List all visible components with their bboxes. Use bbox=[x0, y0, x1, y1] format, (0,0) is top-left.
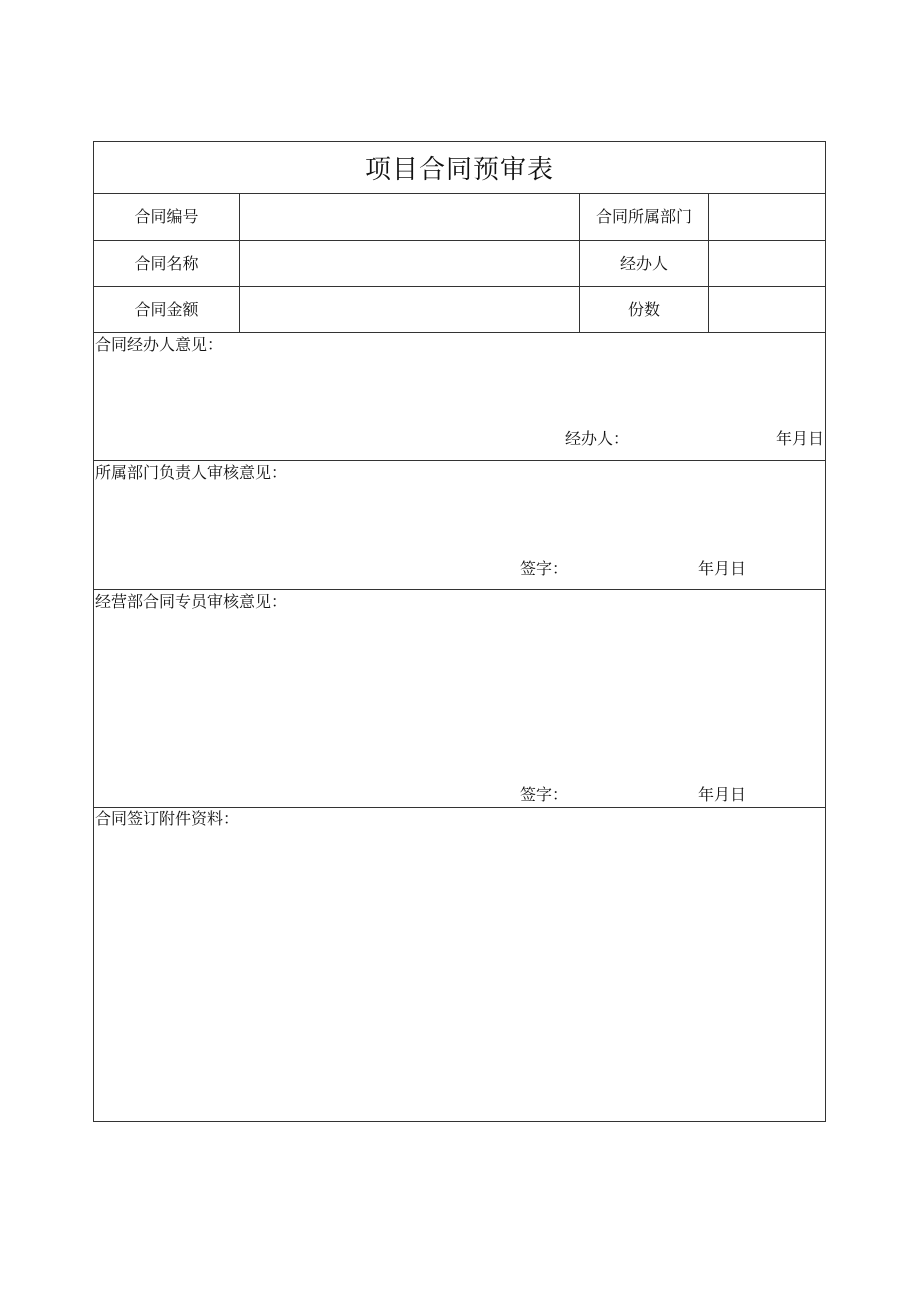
divider bbox=[94, 807, 825, 808]
copies-label: 份数 bbox=[627, 300, 660, 319]
handler-label: 经办人 bbox=[619, 254, 668, 273]
handler-date-label: 年月日 bbox=[776, 429, 825, 448]
handler-opinion-heading: 合同经办人意见： bbox=[95, 335, 224, 354]
contract-specialist-date-label: 年月日 bbox=[698, 785, 747, 804]
contract-name-label: 合同名称 bbox=[134, 254, 199, 273]
divider bbox=[94, 589, 825, 590]
divider bbox=[94, 460, 825, 461]
department-head-opinion-field[interactable] bbox=[95, 486, 825, 556]
attachments-heading: 合同签订附件资料： bbox=[95, 809, 240, 828]
handler-sign-label: 经办人： bbox=[565, 429, 630, 448]
contract-number-field[interactable] bbox=[240, 195, 578, 239]
contract-number-label: 合同编号 bbox=[134, 207, 199, 226]
contract-department-field[interactable] bbox=[709, 195, 826, 239]
contract-specialist-sign-label: 签字： bbox=[520, 785, 569, 804]
department-head-sign-label: 签字： bbox=[520, 559, 569, 578]
handler-field[interactable] bbox=[709, 242, 826, 286]
form-title: 项目合同预审表 bbox=[364, 155, 554, 185]
contract-amount-label: 合同金额 bbox=[134, 300, 199, 319]
department-head-date-label: 年月日 bbox=[698, 559, 747, 578]
contract-amount-field[interactable] bbox=[240, 288, 578, 332]
contract-specialist-opinion-heading: 经营部合同专员审核意见： bbox=[95, 592, 288, 611]
attachments-field[interactable] bbox=[95, 832, 825, 1117]
handler-opinion-field[interactable] bbox=[95, 358, 825, 428]
contract-pre-review-form bbox=[93, 141, 826, 1122]
copies-field[interactable] bbox=[709, 288, 826, 332]
contract-department-label: 合同所属部门 bbox=[595, 207, 692, 226]
department-head-opinion-heading: 所属部门负责人审核意见： bbox=[95, 463, 288, 482]
contract-name-field[interactable] bbox=[240, 242, 578, 286]
contract-specialist-opinion-field[interactable] bbox=[95, 615, 825, 775]
